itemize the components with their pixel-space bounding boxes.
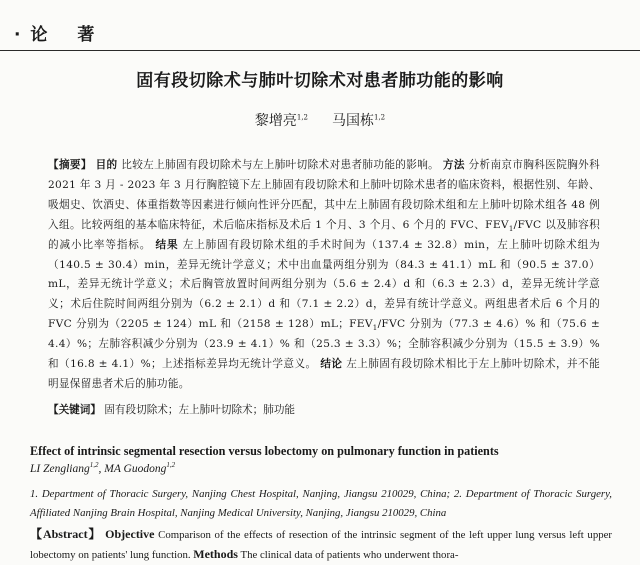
abstract-label: 【摘要】 xyxy=(48,159,92,171)
keywords xyxy=(48,401,600,419)
english-methods-text: The clinical data of patients who underwent thora- xyxy=(240,549,459,561)
chinese-abstract xyxy=(48,156,600,395)
section-label xyxy=(14,20,96,45)
objective-text: 比较左上肺固有段切除术与左上肺叶切除术对患者肺功能的影响。 xyxy=(121,159,440,171)
header-rule xyxy=(0,50,640,51)
english-author-1: LI Zengliang xyxy=(30,463,90,475)
keywords-text: 固有段切除术；左上肺叶切除术；肺功能 xyxy=(104,404,296,416)
results-text: 左上肺固有段切除术组的手术时间为（137.4 ± 32.8）min，左上肺叶切除术组为（140.5 ± 30.4）min，差异无统计学意义；术中出血量两组分别为（84.3 ± 41.1）mL 和（90.5 ± 37.0）mL，差异无统计学意义；术后胸管放置时间两组分别为（5.6 ± 2.4）d 和（6.3 ± 2.3）d，差异无统计学意义；术后住院时间两组分别为（6.2 ± 2.1）d 和（7.1 ± 2.2）d，差异有统计学意义。两组患者术后 6 个月的 FVC 分别为（2205 ± 124）mL 和（2158 ± 128）mL；FEV xyxy=(48,238,600,331)
author-2-affiliation: 1,2 xyxy=(374,113,386,122)
conclusion-text: 左上肺固有段切除术相比于左上肺叶切除术，并不能明显保留患者术后的肺功能。 xyxy=(48,358,600,390)
english-author-1-affiliation: 1,2 xyxy=(89,461,99,470)
english-author-2-affiliation: 1,2 xyxy=(166,461,176,470)
section-label-second: 著 xyxy=(77,25,97,45)
methods-text: 分析南京市胸科医院胸外科 2021 年 3 月 - 2023 年 3 月行胸腔镜下左上肺固有段切除术和上肺叶切除术患者的临床资料，根据性别、年龄、吸烟史、饮酒史、体重指数等因素进行倾向性评分匹配，其中左上肺固有段切除术组和左上肺叶切除术组各 48 例入组。比较两组的基本临床特征，术后临床指标及术后 1 个月、3 个月、6 个月的 FVC、FEV xyxy=(48,159,601,231)
conclusion-label: 结论 xyxy=(320,358,343,371)
author-1-affiliation: 1,2 xyxy=(296,113,308,122)
methods-subscript: 1 xyxy=(508,224,514,233)
results-text-end: /FVC 分别为（77.3 ± 4.6）% 和（75.6 ± 4.4）%；左肺容积减少分别为（23.9 ± 4.1）% 和（25.3 ± 3.3）%；全肺容积减少分别为（15.5 ± 3.9）% 和（16.8 ± 4.1）%；上述指标差异均无统计学意义。 xyxy=(48,318,600,371)
english-author-2: MA Guodong xyxy=(104,463,167,475)
methods-text-end: /FVC 以及肺容积的减小比率等指标。 xyxy=(48,218,601,251)
english-methods-label: Methods xyxy=(193,547,238,561)
english-objective-label: Objective xyxy=(105,527,155,541)
results-subscript: 1 xyxy=(372,324,378,333)
english-abstract xyxy=(30,525,612,565)
section-label-first: 论 xyxy=(30,25,50,45)
author-line xyxy=(0,110,640,130)
article-title: 固有段切除术与肺叶切除术对患者肺功能的影响 xyxy=(136,71,504,91)
section-bullet: · xyxy=(14,25,23,45)
keywords-label: 【关键词】 xyxy=(48,404,101,416)
english-objective-text: Comparison of the effects of resection of the intrinsic segment of the left upper lung versus left upper lobectomy on patients' lung function. xyxy=(30,529,613,561)
english-abstract-label: 【Abstract】 xyxy=(30,527,102,541)
objective-label: 目的 xyxy=(95,159,118,171)
author-1: 黎增亮 xyxy=(254,113,297,129)
author-2: 马国栋 xyxy=(332,113,374,129)
results-label: 结果 xyxy=(155,238,179,251)
methods-label: 方法 xyxy=(442,159,465,171)
english-authors: LI Zengliang$^{1,2}$, MA Guodong$^{1,2}$ xyxy=(30,461,176,475)
english-title: Effect of intrinsic segmental resection versus lobectomy on pulmonary function in patients xyxy=(30,444,499,458)
english-affiliations: 1. Department of Thoracic Surgery, Nanjing Chest Hospital, Nanjing, Jiangsu 210029, China; 2. Department of Thoracic Surgery, Affiliated Nanjing Brain Hospital, Nanjing Medical University, Nanjing, Jiangsu 210029, China xyxy=(30,488,612,519)
